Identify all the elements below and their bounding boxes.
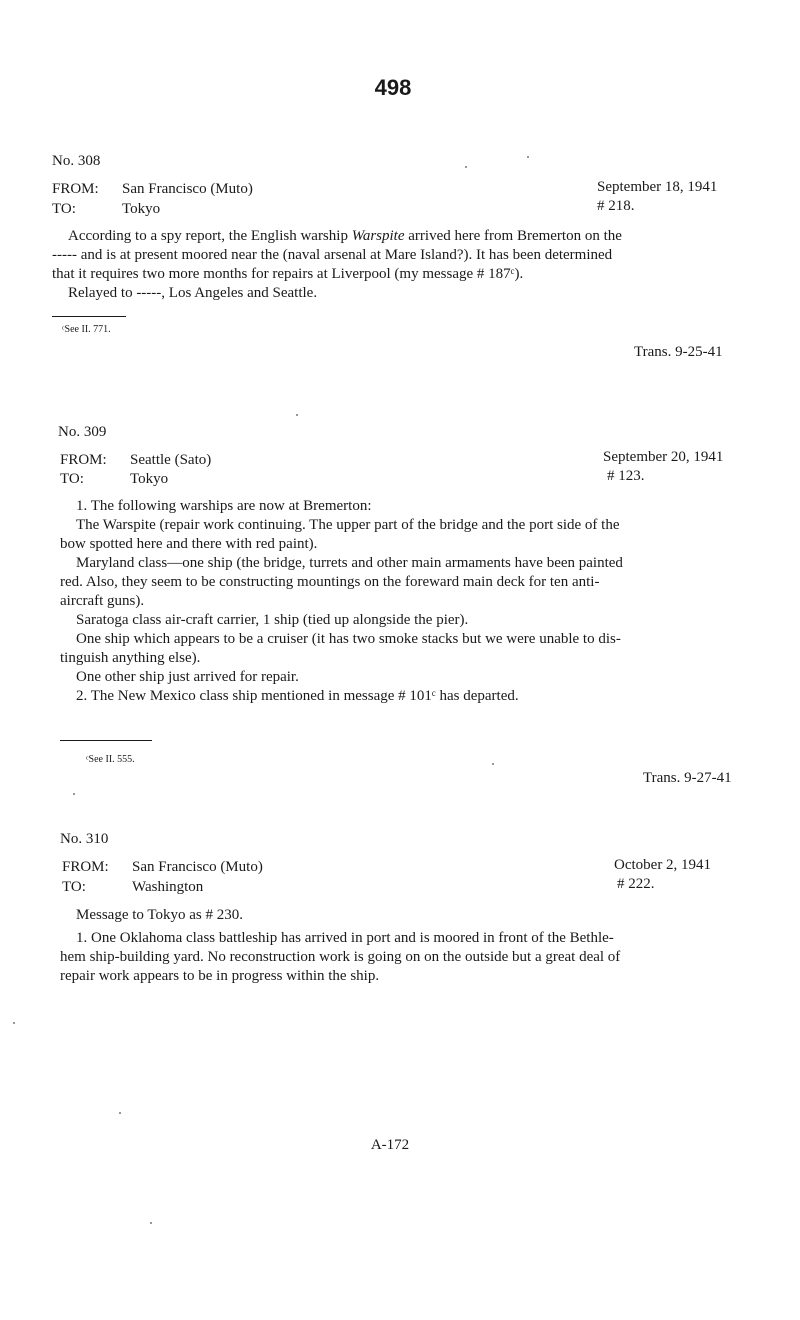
- message-serial: # 218.: [597, 198, 635, 214]
- message-date: October 2, 1941: [614, 857, 712, 873]
- body-line: Maryland class—one ship (the bridge, turrets and other main armaments have been painted: [76, 555, 623, 571]
- message-body: [60, 497, 750, 706]
- footnote: ᶜSee II. 555.: [86, 754, 135, 765]
- body-line: 1. One Oklahoma class battleship has arrived in port and is moored in front of the Bethle-: [76, 930, 614, 946]
- to-label: TO:: [62, 879, 86, 895]
- footnote: ᶜSee II. 771.: [62, 324, 111, 335]
- body-line: [52, 227, 742, 246]
- body-line: ----- and is at present moored near the (naval arsenal at Mare Island?). It has been determined: [52, 247, 613, 263]
- body-line: hem ship-building yard. No reconstruction work is going on on the outside but a great deal of: [60, 949, 621, 965]
- to-value: Washington: [132, 879, 204, 895]
- body-line: Saratoga class air-craft carrier, 1 ship (tied up alongside the pier).: [76, 612, 469, 628]
- scan-speck: [73, 793, 75, 795]
- to-line: [60, 470, 168, 489]
- message-serial: # 123.: [607, 468, 645, 484]
- message-date: September 18, 1941: [597, 179, 718, 195]
- to-value: Tokyo: [130, 471, 169, 487]
- from-label: FROM:: [62, 859, 109, 875]
- body-line: repair work appears to be in progress within the ship.: [60, 968, 380, 984]
- translation-date: Trans. 9-25-41: [634, 344, 723, 360]
- from-label: FROM:: [60, 452, 107, 468]
- to-line: [62, 878, 203, 897]
- body-line: One ship which appears to be a cruiser (it has two smoke stacks but we were unable to dis-: [76, 631, 621, 647]
- message-serial: # 222.: [617, 876, 655, 892]
- message-date: September 20, 1941: [603, 449, 724, 465]
- body-line: that it requires two more months for repairs at Liverpool (my message # 187ᶜ).: [52, 266, 524, 282]
- to-value: Tokyo: [122, 201, 161, 217]
- body-text: According to a spy report, the English warship: [68, 228, 352, 244]
- body-line: aircraft guns).: [60, 593, 145, 609]
- message-number: No. 310: [60, 831, 109, 847]
- scan-speck: [527, 156, 529, 158]
- message-number: No. 309: [58, 424, 107, 440]
- message-body: [52, 227, 742, 303]
- body-line: 1. The following warships are now at Bremerton:: [76, 498, 372, 514]
- scan-speck: [119, 1112, 121, 1114]
- ship-name: Warspite: [351, 228, 405, 244]
- from-value: Seattle (Sato): [130, 452, 212, 468]
- scan-speck: [465, 166, 467, 168]
- page-footer: A-172: [370, 1137, 410, 1153]
- body-text: arrived here from Bremerton on the: [404, 228, 622, 244]
- message-number: No. 308: [52, 153, 101, 169]
- from-line: [52, 180, 253, 199]
- to-label: TO:: [60, 471, 84, 487]
- scan-speck: [492, 763, 494, 765]
- body-line: bow spotted here and there with red paint).: [60, 536, 318, 552]
- scan-speck: [296, 414, 298, 416]
- page-number: 498: [374, 75, 412, 100]
- body-line: Relayed to -----, Los Angeles and Seattle.: [68, 285, 318, 301]
- scan-speck: [13, 1022, 15, 1024]
- from-value: San Francisco (Muto): [132, 859, 263, 875]
- body-line: tinguish anything else).: [60, 650, 201, 666]
- scan-speck: [150, 1222, 152, 1224]
- to-line: [52, 200, 160, 219]
- translation-date: Trans. 9-27-41: [643, 770, 732, 786]
- message-body: [60, 906, 750, 986]
- from-line: [62, 858, 263, 877]
- from-label: FROM:: [52, 181, 99, 197]
- footnote-rule: [52, 316, 126, 317]
- body-line: The Warspite (repair work continuing. The upper part of the bridge and the port side of the: [76, 517, 620, 533]
- from-value: San Francisco (Muto): [122, 181, 253, 197]
- body-line: 2. The New Mexico class ship mentioned in message # 101ᶜ has departed.: [76, 688, 519, 704]
- body-line: red. Also, they seem to be constructing mountings on the foreward main deck for ten anti-: [60, 574, 600, 590]
- footnote-rule: [60, 740, 152, 741]
- to-label: TO:: [52, 201, 76, 217]
- body-line: One other ship just arrived for repair.: [76, 669, 299, 685]
- from-line: [60, 451, 211, 470]
- body-line: Message to Tokyo as # 230.: [76, 907, 243, 923]
